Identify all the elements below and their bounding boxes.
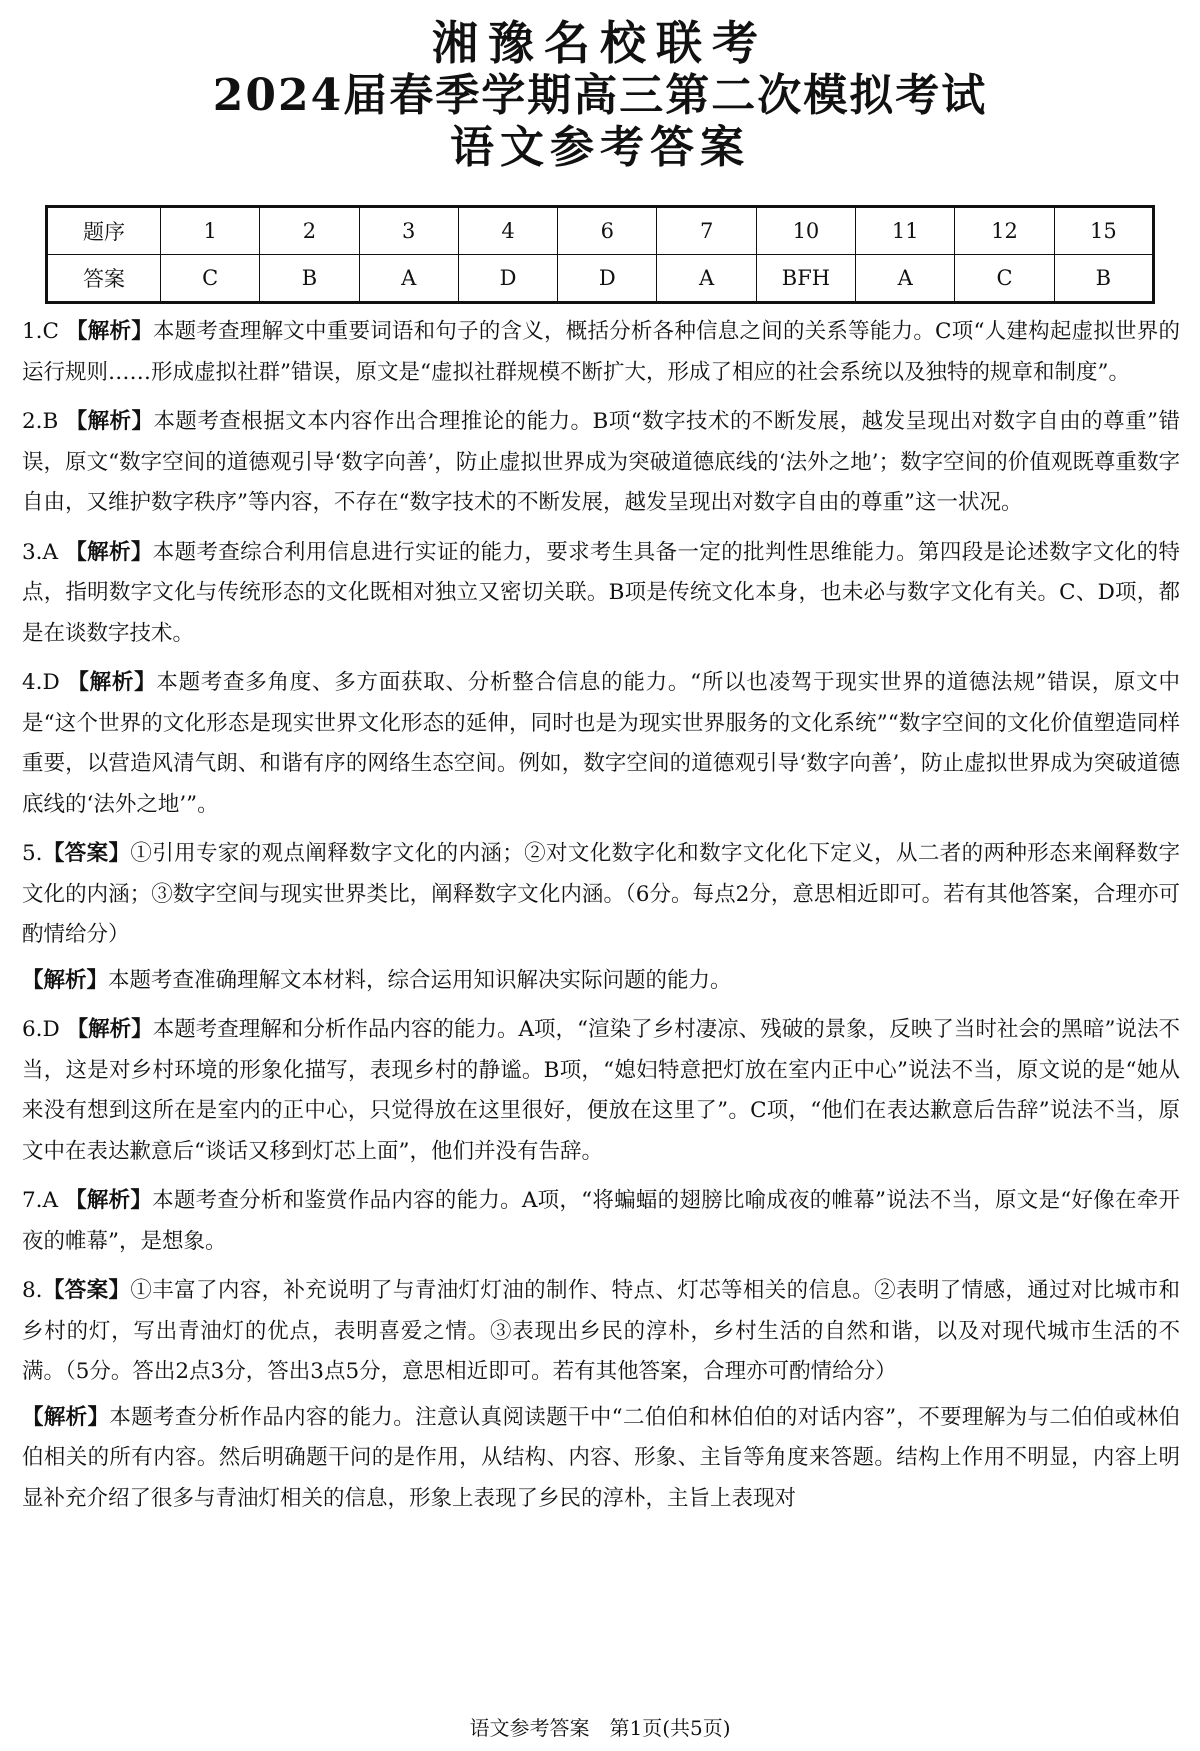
- answer-key-title: 语文参考答案: [450, 122, 750, 173]
- explanation-item-6: [22, 1010, 1180, 1172]
- exam-union-title: 湘豫名校联考: [432, 16, 768, 70]
- answer-table: [45, 205, 1155, 304]
- question-cell: 12: [955, 207, 1054, 255]
- item-tag: 【解析】: [66, 319, 153, 344]
- answer-cell: A: [359, 255, 458, 303]
- question-cell: 6: [558, 207, 657, 255]
- question-cell: 3: [359, 207, 458, 255]
- item-text: 本题考查分析和鉴赏作品内容的能力。A项，“将蝙蝠的翅膀比喻成夜的帷幕”说法不当，原文是“好像在牵开夜的帷幕”，是想象。: [22, 1188, 1180, 1254]
- question-cell: 4: [458, 207, 557, 255]
- answer-cell: C: [955, 255, 1054, 303]
- exam-name-title: 2024届春季学期高三第二次模拟考试: [212, 70, 988, 121]
- explanations: [22, 312, 1180, 1528]
- answer-row: [47, 255, 1154, 303]
- explanation-item-5-analysis: [22, 961, 1180, 1002]
- question-cell: 7: [657, 207, 756, 255]
- row-label-question: 题序: [47, 207, 161, 255]
- item-text: 本题考查多角度、多方面获取、分析整合信息的能力。“所以也凌驾于现实世界的道德法规”错误，原文中是“这个世界的文化形态是现实世界文化形态的延伸，同时也是为现实世界服务的文化系统”“数字空间的文化价值塑造同样重要，以营造风清气朗、和谐有序的网络生态空间。例如，数字空间的道德观引导‘数字向善’，防止虚拟世界成为突破道德底线的‘法外之地’”。: [22, 670, 1180, 817]
- explanation-item-3: [22, 533, 1180, 655]
- explanation-item-2: [22, 402, 1180, 524]
- item-number: 1.C: [22, 319, 59, 344]
- question-cell: 10: [756, 207, 855, 255]
- question-cell: 15: [1054, 207, 1153, 255]
- item-number: 5.: [22, 841, 43, 866]
- item-number: 4.D: [22, 670, 60, 695]
- item-tag: 【解析】: [22, 967, 109, 993]
- answer-cell: A: [856, 255, 955, 303]
- item-number: 7.A: [22, 1188, 59, 1213]
- item-number: 2.B: [22, 409, 59, 434]
- answer-cell: C: [161, 255, 260, 303]
- question-cell: 1: [161, 207, 260, 255]
- item-text: 本题考查根据文本内容作出合理推论的能力。B项“数字技术的不断发展，越发呈现出对数字自由的尊重”错误，原文“数字空间的道德观引导‘数字向善’，防止虚拟世界成为突破道德底线的‘法外之地’；数字空间的价值观既尊重数字自由，又维护数字秩序”等内容，不存在“数字技术的不断发展，越发呈现出对数字自由的尊重”这一状况。: [22, 409, 1180, 515]
- answer-cell: D: [458, 255, 557, 303]
- item-tag: 【解析】: [67, 670, 157, 695]
- explanation-item-4: [22, 663, 1180, 825]
- item-text: 本题考查准确理解文本材料，综合运用知识解决实际问题的能力。: [108, 967, 732, 993]
- answer-cell: D: [558, 255, 657, 303]
- item-text: 本题考查综合利用信息进行实证的能力，要求考生具备一定的批判性思维能力。第四段是论述数字文化的特点，指明数字文化与传统形态的文化既相对独立又密切关联。B项是传统文化本身，也未必与数字文化有关。C、D项，都是在谈数字技术。: [22, 539, 1180, 646]
- title-block: [0, 16, 1200, 174]
- answer-cell: B: [1054, 255, 1153, 303]
- explanation-item-8-analysis: [22, 1398, 1180, 1520]
- item-number: 8.: [22, 1278, 43, 1303]
- item-tag: 【解析】: [65, 409, 154, 434]
- question-cell: 11: [856, 207, 955, 255]
- item-text: 本题考查分析作品内容的能力。注意认真阅读题干中“二伯伯和林伯伯的对话内容”，不要理解为与二伯伯或林伯伯相关的所有内容。然后明确题干问的是作用，从结构、内容、形象、主旨等角度来答题。结构上作用不明显，内容上明显补充介绍了很多与青油灯相关的信息，形象上表现了乡民的淳朴，主旨上表现对: [22, 1404, 1180, 1511]
- item-tag: 【解析】: [65, 539, 153, 565]
- answer-cell: BFH: [756, 255, 855, 303]
- item-number: 6.D: [22, 1017, 60, 1042]
- question-cell: 2: [260, 207, 359, 255]
- item-text: ①引用专家的观点阐释数字文化的内涵；②对文化数字化和数字文化化下定义，从二者的两种形态来阐释数字文化的内涵；③数字空间与现实世界类比，阐释数字文化内涵。（6分。每点2分，意思相近即可。若有其他答案，合理亦可酌情给分）: [22, 841, 1180, 947]
- item-tag: 【答案】: [42, 841, 131, 866]
- explanation-item-1: [22, 312, 1180, 393]
- answer-cell: B: [260, 255, 359, 303]
- answer-cell: A: [657, 255, 756, 303]
- explanation-item-5-answer: [22, 834, 1180, 956]
- item-tag: 【解析】: [66, 1017, 153, 1042]
- question-number-row: [47, 207, 1154, 255]
- item-number: 3.A: [22, 539, 59, 565]
- explanation-item-8-answer: [22, 1271, 1180, 1393]
- item-text: 本题考查理解文中重要词语和句子的含义，概括分析各种信息之间的关系等能力。C项“人建构起虚拟世界的运行规则……形成虚拟社群”错误，原文是“虚拟社群规模不断扩大，形成了相应的社会系统以及独特的规章和制度”。: [22, 319, 1180, 385]
- row-label-answer: 答案: [47, 255, 161, 303]
- item-text: 本题考查理解和分析作品内容的能力。A项，“渲染了乡村凄凉、残破的景象，反映了当时社会的黑暗”说法不当，这是对乡村环境的形象化描写，表现乡村的静谧。B项，“媳妇特意把灯放在室内正中心”说法不当，原文说的是“她从来没有想到这所在是室内的正中心，只觉得放在这里很好，便放在这里了”。C项，“他们在表达歉意后告辞”说法不当，原文中在表达歉意后“谈话又移到灯芯上面”，他们并没有告辞。: [22, 1017, 1180, 1164]
- item-tag: 【答案】: [42, 1278, 131, 1303]
- item-tag: 【解析】: [65, 1188, 153, 1213]
- item-tag: 【解析】: [22, 1404, 110, 1430]
- item-text: ①丰富了内容，补充说明了与青油灯灯油的制作、特点、灯芯等相关的信息。②表明了情感，通过对比城市和乡村的灯，写出青油灯的优点，表明喜爱之情。③表现出乡民的淳朴，乡村生活的自然和谐，以及对现代城市生活的不满。（5分。答出2点3分，答出3点5分，意思相近即可。若有其他答案，合理亦可酌情给分）: [22, 1278, 1180, 1384]
- explanation-item-7: [22, 1181, 1180, 1262]
- page-footer: 语文参考答案 第1页(共5页): [469, 1716, 731, 1740]
